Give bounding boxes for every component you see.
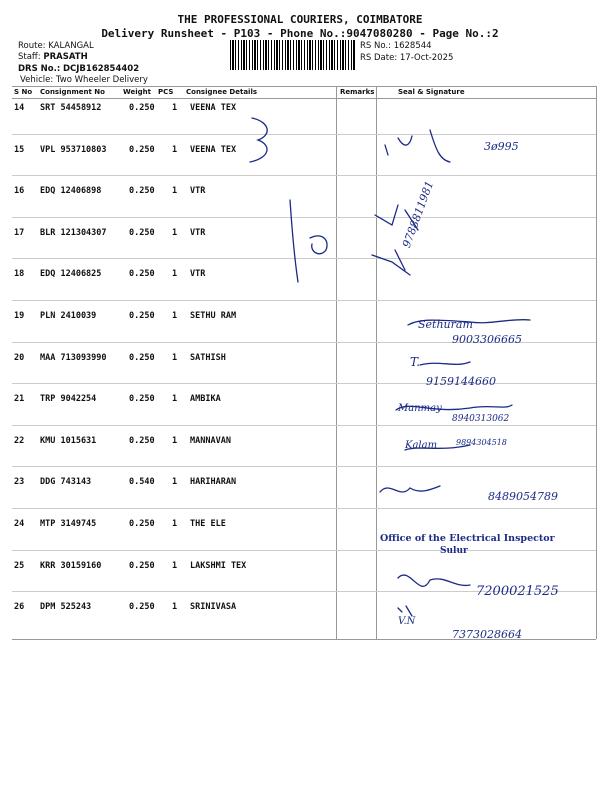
row-consignee: VTR — [190, 228, 206, 238]
row-consignment: DDG 743143 — [40, 477, 92, 487]
row-pcs: 1 — [172, 436, 178, 446]
col-sno: S No — [14, 88, 33, 96]
col-consignee: Consignee Details — [186, 88, 258, 96]
row-consignee: SATHISH — [190, 353, 226, 363]
col-weight: Weight — [123, 88, 151, 96]
handwritten-phone-19: 9003306665 — [452, 333, 522, 346]
signature-23 — [380, 486, 440, 492]
signature-18 — [372, 250, 410, 275]
vehicle-label: Vehicle: — [20, 75, 54, 85]
row-consignment: MTP 3149745 — [40, 519, 97, 529]
page-title: THE PROFESSIONAL COURIERS, COIMBATORE — [177, 13, 423, 26]
row-consignee: SETHU RAM — [190, 311, 237, 321]
row-consignment: KRR 30159160 — [40, 561, 102, 571]
row-consignee: HARIHARAN — [190, 477, 237, 487]
row-consignee: VTR — [190, 269, 206, 279]
signature-26 — [398, 606, 412, 616]
row-consignee: THE ELE — [190, 519, 226, 529]
drs-label: DRS No.: — [18, 64, 61, 74]
row-sno: 14 — [14, 103, 25, 113]
row-consignment: TRP 9042254 — [40, 394, 97, 404]
long-stroke-mark — [290, 200, 298, 282]
row-weight: 0.250 — [129, 519, 155, 529]
row-pcs: 1 — [172, 103, 178, 113]
col-remarks: Remarks — [340, 88, 375, 96]
row-sno: 16 — [14, 186, 25, 196]
office-stamp-line2: Sulur — [440, 546, 468, 556]
row-weight: 0.250 — [129, 311, 155, 321]
row-consignee: MANNAVAN — [190, 436, 231, 446]
handwritten-sig-21: Manmay — [398, 403, 442, 414]
row-pcs: 1 — [172, 145, 178, 155]
office-stamp-line1: Office of the Electrical Inspector — [380, 533, 555, 544]
row-sno: 18 — [14, 269, 25, 279]
vehicle-value: Two Wheeler Delivery — [55, 75, 148, 85]
col-pcs: PCS — [158, 88, 174, 96]
circle-mark — [310, 236, 327, 254]
signature-25 — [398, 575, 470, 586]
row-pcs: 1 — [172, 602, 178, 612]
row-consignment: EDQ 12406825 — [40, 269, 102, 279]
row-consignee: VEENA TEX — [190, 145, 237, 155]
row-weight: 0.250 — [129, 269, 155, 279]
row-weight: 0.250 — [129, 228, 155, 238]
row-sno: 24 — [14, 519, 25, 529]
rs-date-label: RS Date: — [360, 53, 398, 63]
row-consignee: VTR — [190, 186, 206, 196]
row-consignee: LAKSHMI TEX — [190, 561, 247, 571]
row-pcs: 1 — [172, 477, 178, 487]
page-subtitle: Delivery Runsheet - P103 - Phone No.:9047080280 - Page No.:2 — [101, 27, 499, 40]
handwritten-sig-20: T. — [410, 355, 421, 369]
brace-mark — [250, 118, 267, 162]
handwritten-phone-15: 3ø995 — [484, 140, 519, 153]
row-pcs: 1 — [172, 269, 178, 279]
col-seal-signature: Seal & Signature — [398, 88, 465, 96]
row-consignment: MAA 713093990 — [40, 353, 107, 363]
row-sno: 20 — [14, 353, 25, 363]
handwritten-sig-22: Kalam — [405, 440, 438, 451]
col-consignment: Consignment No — [40, 88, 105, 96]
row-consignee: VEENA TEX — [190, 103, 237, 113]
row-sno: 19 — [14, 311, 25, 321]
rs-no-value: 1628544 — [393, 41, 432, 51]
row-sno: 17 — [14, 228, 25, 238]
row-weight: 0.250 — [129, 561, 155, 571]
row-consignment: BLR 121304307 — [40, 228, 107, 238]
row-sno: 26 — [14, 602, 25, 612]
rs-date-value: 17-Oct-2025 — [399, 53, 454, 63]
handwritten-sig-26: V.N — [398, 616, 416, 627]
row-pcs: 1 — [172, 311, 178, 321]
signature-20 — [420, 362, 470, 365]
row-weight: 0.540 — [129, 477, 155, 487]
row-pcs: 1 — [172, 394, 178, 404]
row-consignment: DPM 525243 — [40, 602, 92, 612]
row-weight: 0.250 — [129, 103, 155, 113]
staff-label: Staff: — [18, 52, 41, 62]
row-pcs: 1 — [172, 353, 178, 363]
row-consignment: SRT 54458912 — [40, 103, 102, 113]
row-weight: 0.250 — [129, 394, 155, 404]
row-pcs: 1 — [172, 561, 178, 571]
route-label: Route: — [18, 41, 46, 51]
row-consignment: PLN 2410039 — [40, 311, 97, 321]
row-weight: 0.250 — [129, 145, 155, 155]
row-consignment: KMU 1015631 — [40, 436, 97, 446]
handwritten-phone-25: 7200021525 — [476, 584, 559, 599]
handwritten-sig-19: Sethuram — [418, 318, 473, 331]
row-weight: 0.250 — [129, 186, 155, 196]
row-consignment: VPL 953710803 — [40, 145, 107, 155]
staff-value: PRASATH — [43, 52, 88, 62]
drs-value: DCJB162854402 — [62, 64, 140, 74]
row-weight: 0.250 — [129, 436, 155, 446]
signature-15 — [385, 130, 450, 162]
handwritten-phone-16-18: 9788811981 — [400, 179, 437, 250]
row-pcs: 1 — [172, 519, 178, 529]
handwritten-phone-21: 8940313062 — [452, 414, 510, 424]
row-pcs: 1 — [172, 186, 178, 196]
row-weight: 0.250 — [129, 353, 155, 363]
handwritten-phone-26: 7373028664 — [452, 628, 522, 641]
handwritten-phone-20: 9159144660 — [426, 375, 496, 388]
handwritten-phone-23: 8489054789 — [488, 490, 558, 503]
row-sno: 23 — [14, 477, 25, 487]
row-consignee: AMBIKA — [190, 394, 221, 404]
handwritten-phone-22: 9894304518 — [456, 438, 507, 447]
rs-no-label: RS No.: — [360, 41, 391, 51]
row-sno: 22 — [14, 436, 25, 446]
row-weight: 0.250 — [129, 602, 155, 612]
row-sno: 25 — [14, 561, 25, 571]
row-consignee: SRINIVASA — [190, 602, 237, 612]
row-sno: 15 — [14, 145, 25, 155]
row-pcs: 1 — [172, 228, 178, 238]
route-value: KALANGAL — [48, 41, 94, 51]
row-consignment: EDQ 12406898 — [40, 186, 102, 196]
row-sno: 21 — [14, 394, 25, 404]
